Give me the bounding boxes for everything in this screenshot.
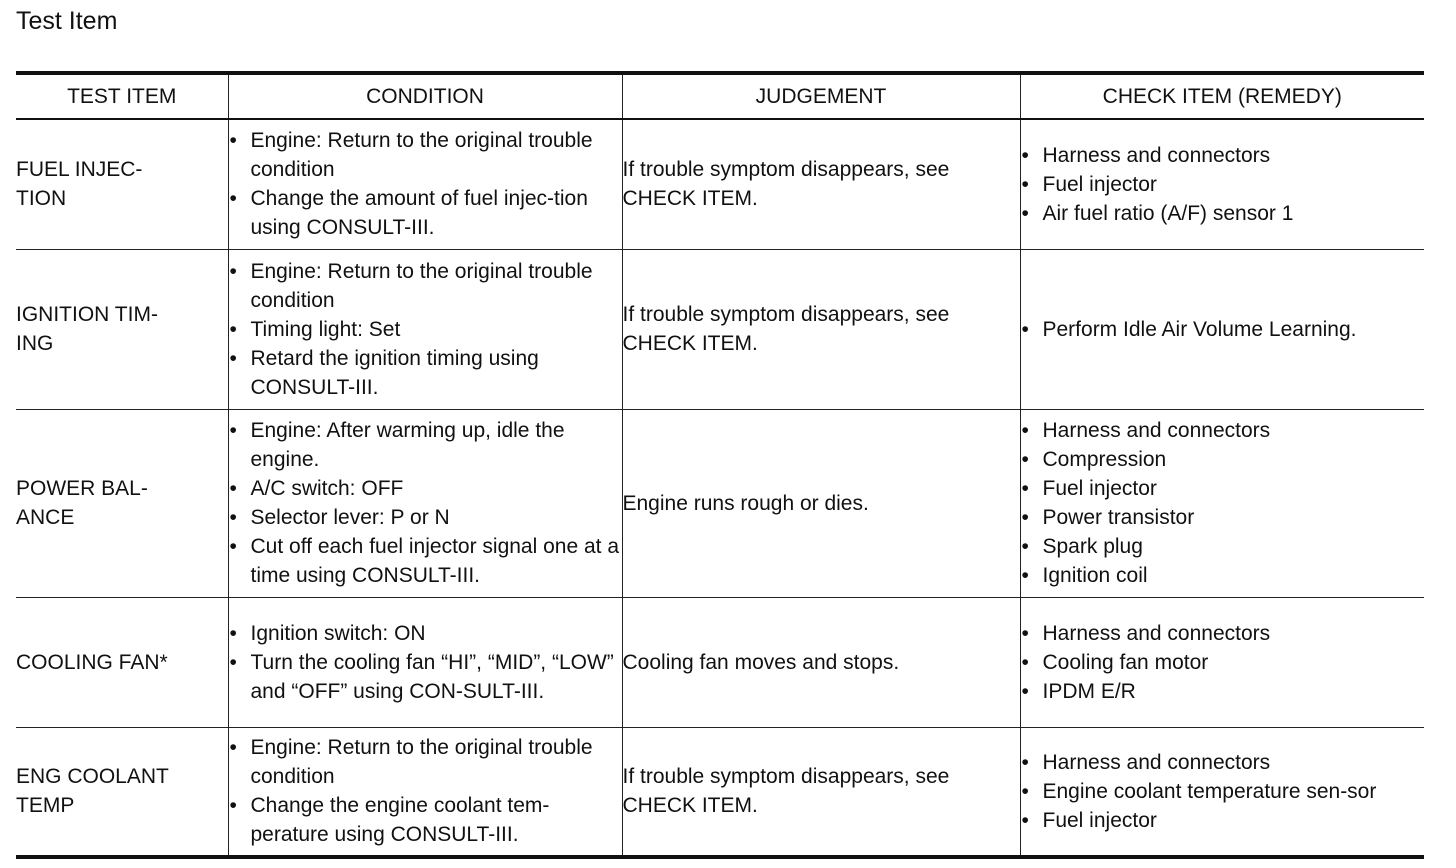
test-item-cell — [16, 597, 228, 727]
check-item: • Compression — [1021, 445, 1425, 474]
test-item-line: IGNITION TIM- — [16, 303, 158, 326]
condition-item: • Retard the ignition timing using CONSULT-III. — [229, 344, 622, 402]
test-item-cell — [16, 249, 228, 409]
test-item-line: ING — [16, 332, 54, 355]
test-item-cell — [16, 119, 228, 249]
condition-item: • Turn the cooling fan “HI”, “MID”, “LOW” and “OFF” using CON-SULT-III. — [229, 648, 622, 706]
check-item: • Harness and connectors — [1021, 416, 1425, 445]
check-item: • Air fuel ratio (A/F) sensor 1 — [1021, 199, 1425, 228]
condition-cell — [228, 597, 622, 727]
check-item: • Cooling fan motor — [1021, 648, 1425, 677]
condition-item: • Engine: Return to the original trouble condition — [229, 733, 622, 791]
condition-list — [229, 733, 622, 849]
check-item: • Harness and connectors — [1021, 748, 1425, 777]
judgement-cell: If trouble symptom disappears, see CHECK ITEM. — [622, 727, 1020, 857]
condition-cell — [228, 119, 622, 249]
check-item: • Engine coolant temperature sen-sor — [1021, 777, 1425, 806]
condition-item: • Change the amount of fuel injec-tion using CONSULT-III. — [229, 184, 622, 242]
header-check-item: CHECK ITEM (REMEDY) — [1020, 73, 1424, 119]
check-item-cell — [1020, 727, 1424, 857]
condition-list — [229, 126, 622, 242]
table-header-row — [16, 73, 1424, 119]
header-test-item: TEST ITEM — [16, 73, 228, 119]
test-item-cell — [16, 409, 228, 597]
condition-item: • Ignition switch: ON — [229, 619, 622, 648]
condition-cell — [228, 727, 622, 857]
test-item-table — [16, 71, 1424, 859]
check-item-cell — [1020, 409, 1424, 597]
test-item-line: ENG COOLANT — [16, 765, 169, 789]
check-item-list — [1021, 748, 1425, 835]
check-item-list — [1021, 416, 1425, 590]
table-row-eng-coolant-temp — [16, 727, 1424, 857]
condition-item: • Selector lever: P or N — [229, 503, 622, 532]
check-item-list — [1021, 619, 1425, 706]
check-item-cell — [1020, 119, 1424, 249]
test-item-line: FUEL INJEC- — [16, 158, 143, 182]
test-item-line: ANCE — [16, 506, 75, 529]
judgement-cell: Cooling fan moves and stops. — [622, 597, 1020, 727]
check-item: • IPDM E/R — [1021, 677, 1425, 706]
test-item-line: COOLING FAN* — [16, 650, 168, 674]
check-item: • Perform Idle Air Volume Learning. — [1021, 315, 1425, 344]
header-judgement: JUDGEMENT — [622, 73, 1020, 119]
condition-list — [229, 416, 622, 590]
table-row-power-balance — [16, 409, 1424, 597]
condition-item: • Cut off each fuel injector signal one at a time using CONSULT-III. — [229, 532, 622, 590]
condition-cell — [228, 249, 622, 409]
condition-item: • Engine: Return to the original trouble condition — [229, 257, 622, 315]
table-row-fuel-injection — [16, 119, 1424, 249]
check-item: • Harness and connectors — [1021, 141, 1425, 170]
judgement-cell: Engine runs rough or dies. — [622, 409, 1020, 597]
condition-item: • Engine: After warming up, idle the engine. — [229, 416, 622, 474]
check-item-list — [1021, 141, 1425, 228]
condition-item: • A/C switch: OFF — [229, 474, 622, 503]
test-item-line: POWER BAL- — [16, 477, 148, 500]
judgement-cell: If trouble symptom disappears, see CHECK ITEM. — [622, 119, 1020, 249]
check-item: • Ignition coil — [1021, 561, 1425, 590]
check-item-cell — [1020, 249, 1424, 409]
check-item-cell — [1020, 597, 1424, 727]
check-item: • Fuel injector — [1021, 806, 1425, 835]
check-item: • Fuel injector — [1021, 170, 1425, 199]
test-item-cell — [16, 727, 228, 857]
check-item: • Spark plug — [1021, 532, 1425, 561]
judgement-cell: If trouble symptom disappears, see CHECK ITEM. — [622, 249, 1020, 409]
check-item: • Harness and connectors — [1021, 619, 1425, 648]
test-item-line: TION — [16, 187, 67, 211]
table-row-ignition-timing — [16, 249, 1424, 409]
condition-item: • Engine: Return to the original trouble condition — [229, 126, 622, 184]
condition-list — [229, 257, 622, 402]
condition-item: • Timing light: Set — [229, 315, 622, 344]
check-item: • Fuel injector — [1021, 474, 1425, 503]
table-row-cooling-fan — [16, 597, 1424, 727]
condition-cell — [228, 409, 622, 597]
check-item: • Power transistor — [1021, 503, 1425, 532]
check-item-list — [1021, 315, 1425, 344]
test-item-line: TEMP — [16, 794, 75, 818]
header-condition: CONDITION — [228, 73, 622, 119]
condition-item: • Change the engine coolant tem-perature using CONSULT-III. — [229, 791, 622, 849]
condition-list — [229, 619, 622, 706]
page-title: Test Item — [16, 7, 118, 35]
